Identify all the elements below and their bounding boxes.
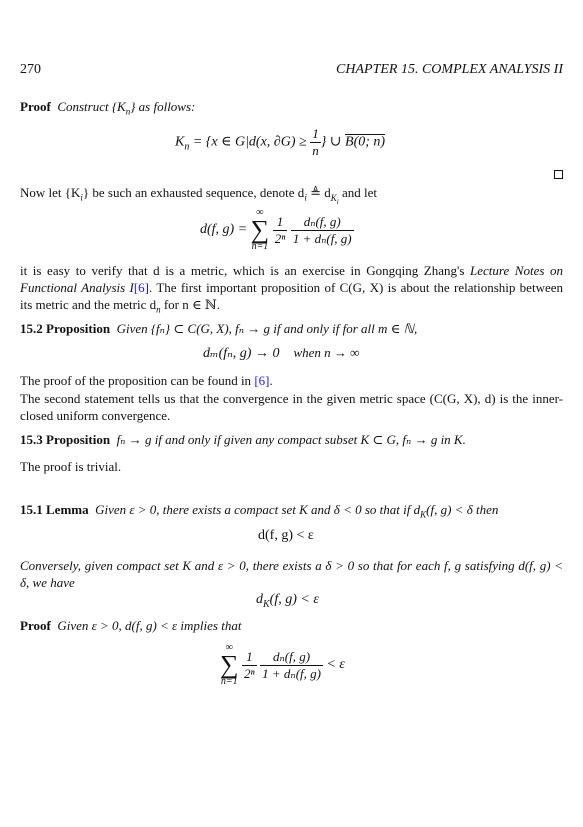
qed-square-icon xyxy=(554,170,563,179)
equation-sum-lt-eps: ∞ ∑ n=1 $\frac{1}{\text{2ⁿ}}$ $\frac{\text{dₙ(f, g)}}{\text{1 + dₙ(f, g)}}$ < ε xyxy=(220,642,345,687)
metric-paragraph: it is easy to verify that d is a metric, which is an exercise in Gongqing Zhang's Lecture Notes on Functional Analysis I[6]. The first important proposition of C(G, X) is about the relationship between its metric and the metric $d_n$ for n ∈ ℕ. xyxy=(20,263,563,315)
equation-convergence: dₘ(fₙ, g) → 0 when n → ∞ xyxy=(203,345,360,361)
proposition-label: 15.3 Proposition xyxy=(20,432,111,447)
proof-given-eps: Proof Given ε > 0, d(f, g) < ε implies that xyxy=(20,618,242,633)
second-statement-paragraph: The second statement tells us that the convergence in the given metric space (C(G, X), d) is the inner-closed uniform convergence. xyxy=(20,391,563,423)
proposition-15-2: 15.2 Proposition Given {fₙ} ⊂ C(G, X), fₙ → g if and only if for all m ∈ ℕ, xyxy=(20,321,418,336)
exhaust-line: Now let $\{K_i\}$ be such an exhausted sequence, denote $d_i$ ≜ $d_{K_i}$ and let xyxy=(20,185,377,206)
conversely-paragraph: Conversely, given compact set K and ε > 0, there exists a δ > 0 so that for each f, g satisfying d(f, g) < δ, we have xyxy=(20,558,563,590)
proposition-15-3: 15.3 Proposition fₙ → g if and only if given any compact subset K ⊂ G, fₙ → g in K. xyxy=(20,432,466,447)
chapter-title: CHAPTER 15. COMPLEX ANALYSIS II xyxy=(336,62,563,77)
equation-dk-lt-eps: $d_K(f$, g) < ε xyxy=(256,592,319,610)
proof-found-line: The proof of the proposition can be found in [6]. xyxy=(20,373,273,388)
proof-label: Proof xyxy=(20,99,51,114)
citation-link[interactable]: [6] xyxy=(254,373,270,388)
citation-link[interactable]: [6] xyxy=(133,280,149,295)
equation-d-lt-eps: d(f, g) < ε xyxy=(258,528,314,543)
equation-kn: $K_n = \{x$ ∈ G|d(x, ∂G) ≥ $\frac{1}{n}$ } ∪ B(0; n) xyxy=(175,126,386,158)
lemma-15-1: 15.1 Lemma Given ε > 0, there exists a compact set K and δ < 0 so that if $d_K(f$, g) < δ then xyxy=(20,502,499,520)
proof-construct-line: Proof Construct $\{K_n\}$ as follows: xyxy=(20,99,196,117)
page-number: 270 xyxy=(20,62,41,77)
proof-trivial: The proof is trivial. xyxy=(20,459,122,474)
equation-metric-d: d(f, g) = ∞ ∑ n=1 $\frac{1}{\text{2ⁿ}}$ $\frac{\text{dₙ(f, g)}}{\text{1 + dₙ(f, g)}}$ xyxy=(200,207,352,252)
proof-label: Proof xyxy=(20,618,51,633)
lemma-label: 15.1 Lemma xyxy=(20,502,89,517)
proposition-label: 15.2 Proposition xyxy=(20,321,111,336)
